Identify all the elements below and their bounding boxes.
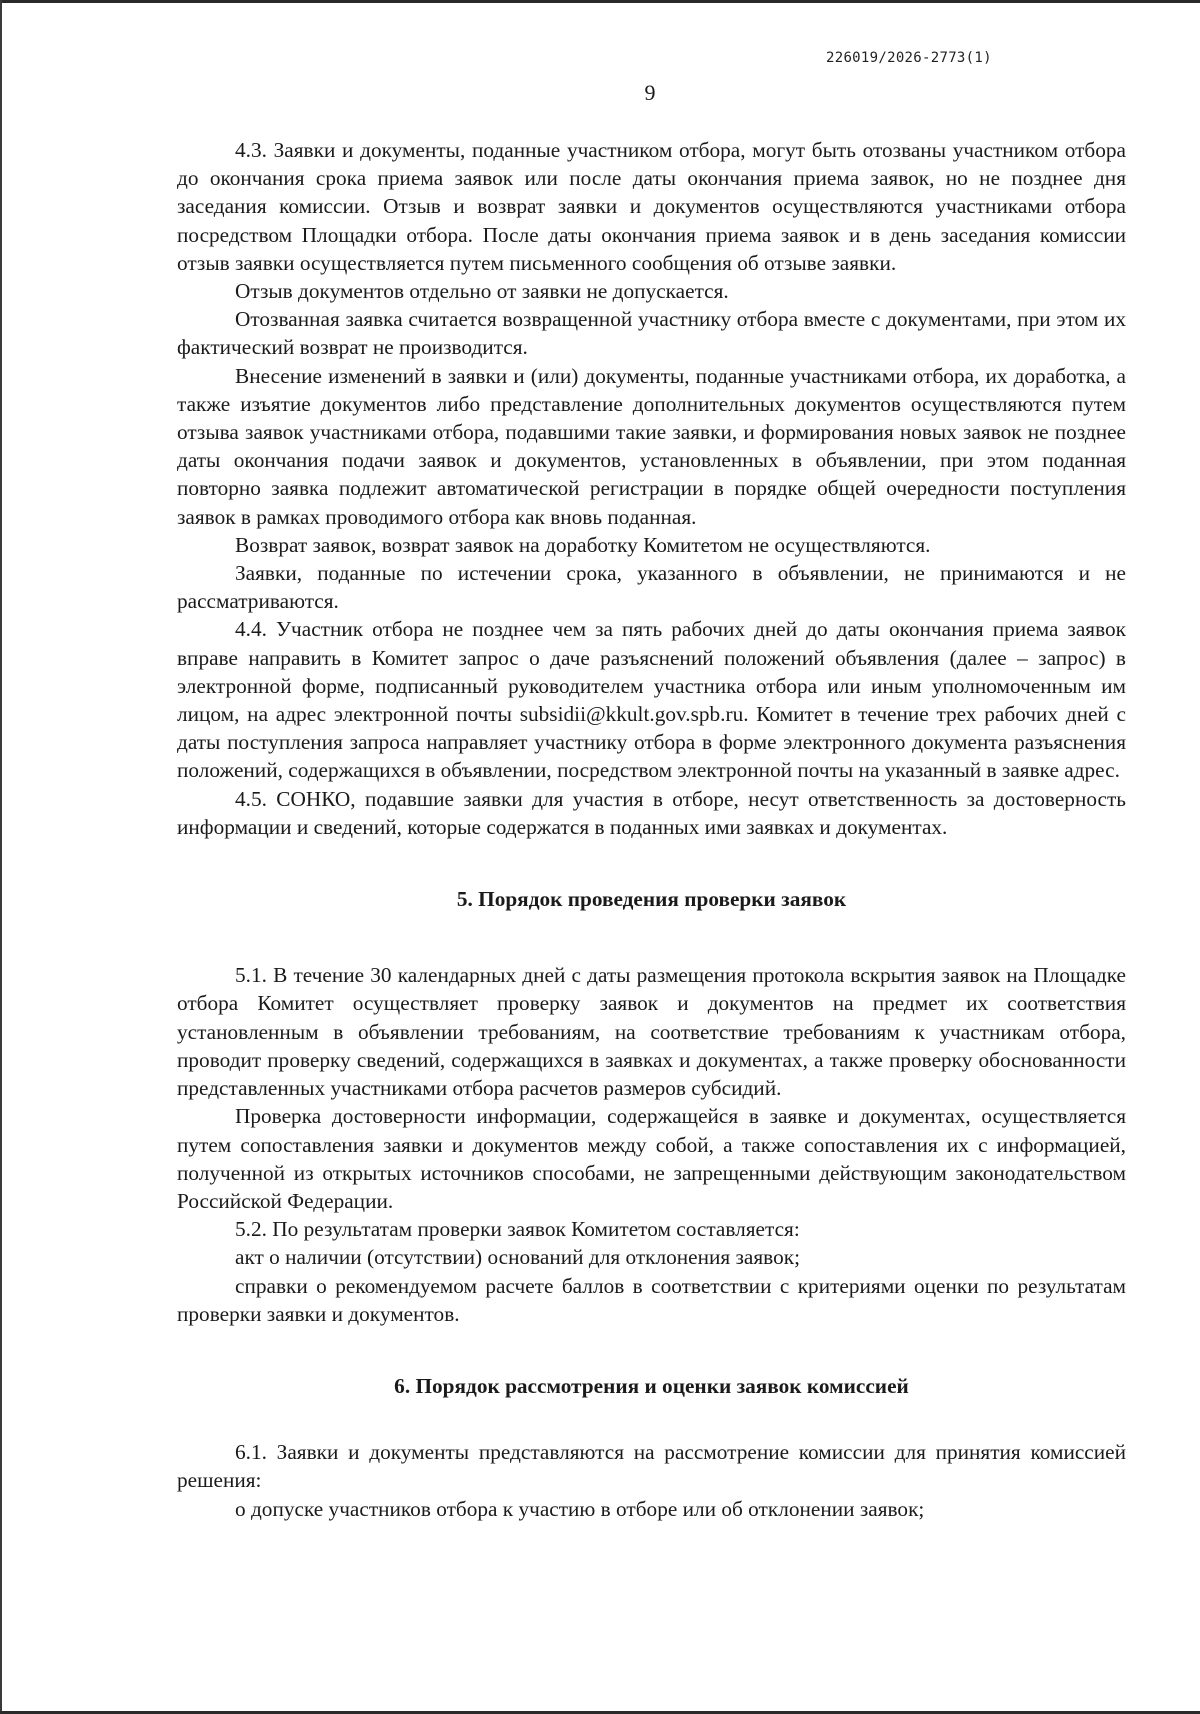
paragraph: акт о наличии (отсутствии) оснований для отклонения заявок; — [235, 1245, 801, 1270]
paragraph: Внесение изменений в заявки и (или) документы, поданные участниками отбора, их доработка, а также изъятие документов либо представление дополнительных документов осуществляются путем отзыва заявок участниками отбора, подавшими такие заявки, и формирования новых заявок не позднее даты окончания подачи заявок и документов, установленных в объявлении, при этом поданная повторно заявка подлежит автоматической регистрации в порядке общей очередности поступления заявок в рамках проводимого отбора как вновь поданная. — [177, 363, 1126, 529]
document-body — [177, 136, 1126, 1523]
paragraph: Отозванная заявка считается возвращенной участнику отбора вместе с документами, при этом их фактический возврат не производится. — [177, 307, 1126, 360]
scan-left-edge — [0, 0, 2, 1714]
paragraph: Возврат заявок, возврат заявок на доработку Комитетом не осуществляются. — [235, 532, 931, 557]
paragraph-4-3: 4.3. Заявки и документы, поданные участником отбора, могут быть отозваны участником отбора до окончания срока приема заявок или после даты окончания приема заявок, но не позднее дня заседания комиссии. Отзыв и возврат заявки и документов осуществляются участниками отбора посредством Площадки отбора. После даты окончания приема заявок и в день заседания комиссии отзыв заявки осуществляется путем письменного сообщения об отзыве заявки. — [177, 138, 1126, 275]
paragraph-5-2: 5.2. По результатам проверки заявок Комитетом составляется: — [235, 1217, 800, 1242]
paragraph: Отзыв документов отдельно от заявки не допускается. — [235, 279, 729, 304]
page-number: 9 — [644, 80, 656, 105]
paragraph-5-1: 5.1. В течение 30 календарных дней с даты размещения протокола вскрытия заявок на Площадке отбора Комитет осуществляет проверку заявок и документов на предмет их соответствия установленным в объявлении требованиям, на соответствие требованиям к участникам отбора, проводит проверку сведений, содержащихся в заявках и документах, а также проверку обоснованности представленных участниками отбора расчетов размеров субсидий. — [177, 963, 1126, 1101]
paragraph: о допуске участников отбора к участию в отборе или об отклонении заявок; — [235, 1496, 925, 1521]
paragraph-6-1: 6.1. Заявки и документы представляются на рассмотрение комиссии для принятия комиссией решения: — [177, 1440, 1126, 1493]
paragraph: справки о рекомендуемом расчете баллов в соответствии с критериями оценки по результатам проверки заявки и документов. — [177, 1273, 1126, 1326]
paragraph: Заявки, поданные по истечении срока, указанного в объявлении, не принимаются и не рассматриваются. — [177, 561, 1126, 614]
section-6-heading: 6. Порядок рассмотрения и оценки заявок комиссией — [394, 1373, 909, 1398]
paragraph-4-4: 4.4. Участник отбора не позднее чем за пять рабочих дней до даты окончания приема заявок вправе направить в Комитет запрос о даче разъяснений положений объявления (далее – запрос) в электронной форме, подписанный руководителем участника отбора или иным уполномоченным им лицом, на адрес электронной почты subsidii@kkult.gov.spb.ru. Комитет в течение трех рабочих дней с даты поступления запроса направляет участнику отбора в форме электронного документа разъяснения положений, содержащихся в объявлении, посредством электронной почты на указанный в заявке адрес. — [177, 617, 1126, 783]
section-5-heading: 5. Порядок проведения проверки заявок — [456, 887, 847, 912]
document-id: 226019/2026-2773(1) — [826, 50, 992, 66]
paragraph: Проверка достоверности информации, содержащейся в заявке и документах, осуществляется путем сопоставления заявки и документов между собой, а также сопоставления их с информацией, полученной из открытых источников способами, не запрещенными действующим законодательством Российской Федерации. — [177, 1104, 1126, 1213]
scan-top-edge — [0, 0, 1200, 3]
paragraph-4-5: 4.5. СОНКО, подавшие заявки для участия в отборе, несут ответственность за достоверность информации и сведений, которые содержатся в поданных ими заявках и документах. — [177, 786, 1126, 839]
